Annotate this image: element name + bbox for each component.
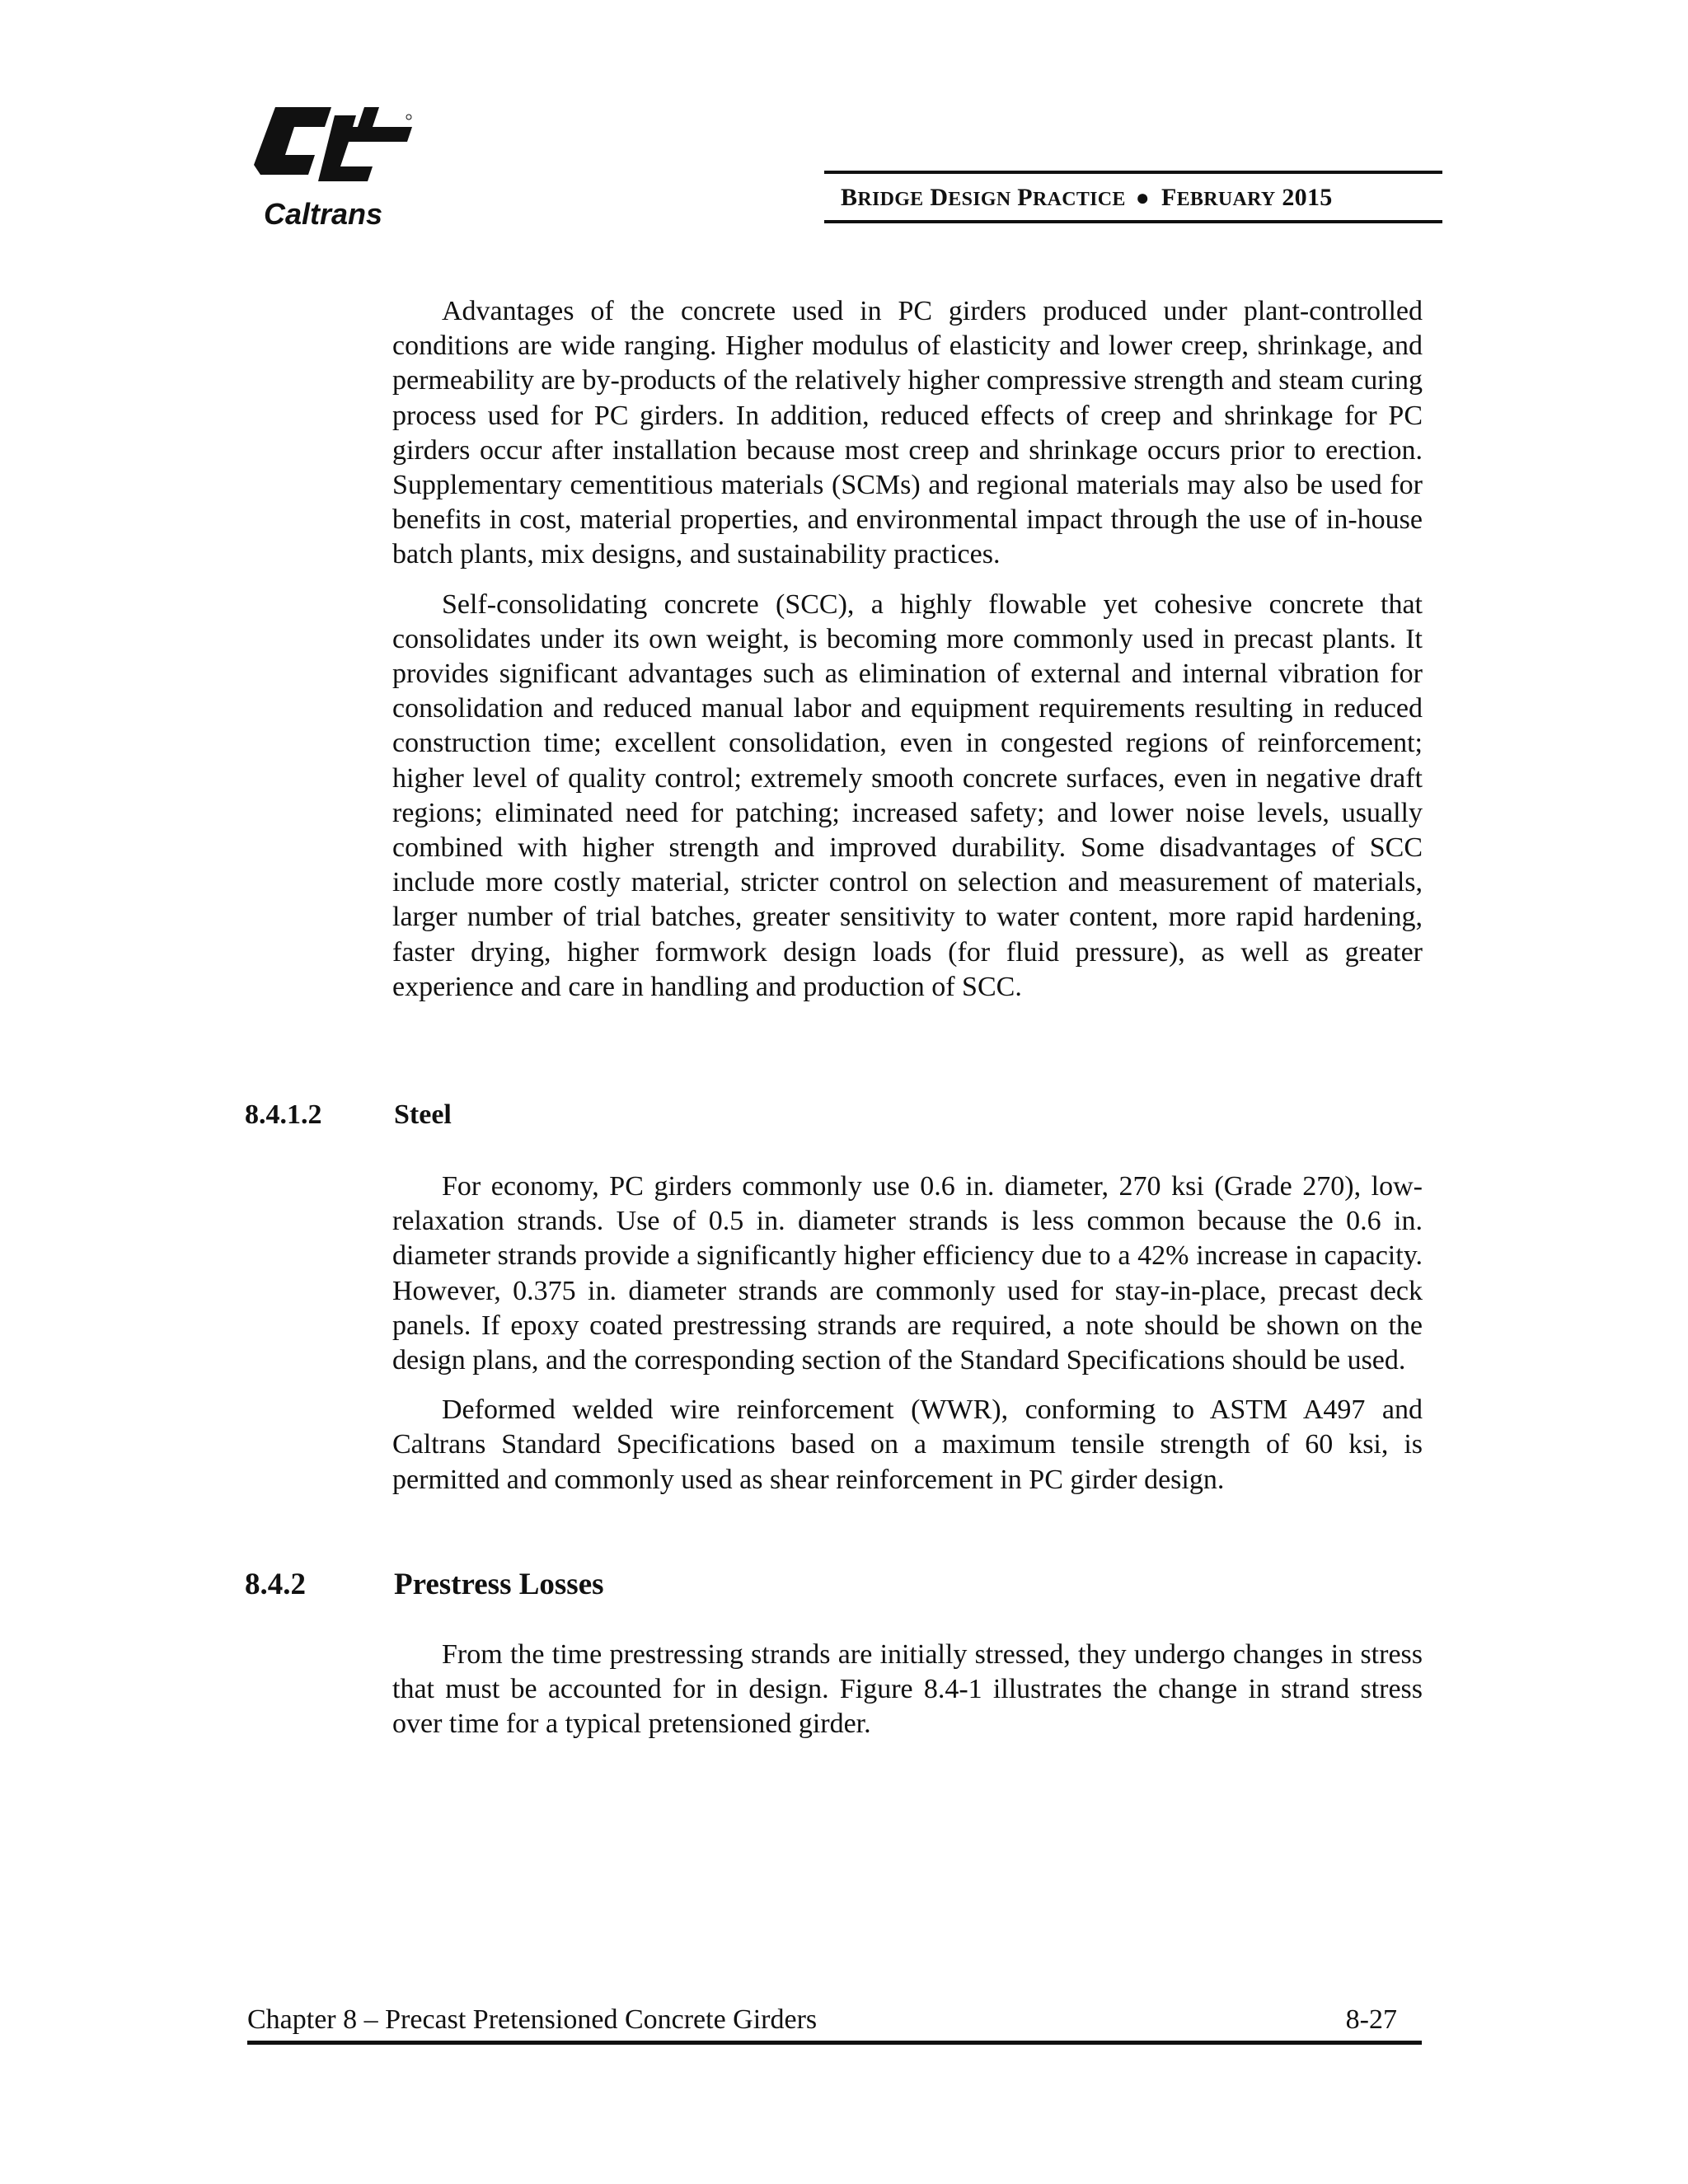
caltrans-wordmark: Caltrans [264,197,383,231]
section-title-steel: Steel [394,1099,452,1130]
header-word-february: FEBRUARY [1160,184,1276,211]
paragraph-pc-concrete-advantages: Advantages of the concrete used in PC girders produced under plant-controlled conditions are wide ranging. Higher modulus of elasticity and lower creep, shrinkage, and permeability are by-products of the relatively higher compressive strength and steam curing process used for PC girders. In addition, reduced effects of creep and shrinkage for PC girders occur after installation because most creep and shrinkage occurs prior to erection. Supplementary cementitious materials (SCMs) and regional materials may also be used for benefits in cost, material properties, and environmental impact through the use of in-house batch plants, mix designs, and sustainability practices. [392,296,1423,570]
caltrans-logo [249,107,414,232]
paragraph-wwr: Deformed welded wire reinforcement (WWR), conforming to ASTM A497 and Caltrans Standard Specifications based on a maximum tensile strength of 60 ksi, is permitted and commonly used as shear reinforcement in PC girder design. [392,1394,1423,1495]
bullet-icon: ● [1135,185,1150,211]
header-word-design: DESIGN [930,184,1011,211]
section-number-8-4-1-2: 8.4.1.2 [245,1099,322,1130]
page-footer [247,2004,1422,2045]
running-header [824,171,1442,223]
header-word-practice: PRACTICE [1017,184,1126,211]
paragraph-strands: For economy, PC girders commonly use 0.6 in. diameter, 270 ksi (Grade 270), low-relaxation strands. Use of 0.5 in. diameter strands is less common because the 0.6 in. diameter strands provide a significantly higher efficiency due to a 42% increase in capacity. However, 0.375 in. diameter strands are commonly used for stay-in-place, precast deck panels. If epoxy coated prestressing strands are required, a note should be shown on the design plans, and the corresponding section of the Standard Specifications should be used. [392,1171,1423,1376]
section-title-prestress-losses: Prestress Losses [394,1568,604,1601]
body-block-steel [392,1169,1423,1497]
paragraph-prestress-losses: From the time prestressing strands are initially stressed, they undergo changes in stress that must be accounted for in design. Figure 8.4-1 illustrates the change in strand stress over time for a typical pretensioned girder. [392,1639,1423,1740]
body-block-materials [392,294,1423,1005]
paragraph-scc: Self-consolidating concrete (SCC), a highly flowable yet cohesive concrete that consolidates under its own weight, is becoming more commonly used in precast plants. It provides significant advantages such as elimination of external and internal vibration for consolidation and reduced manual labor and equipment requirements resulting in reduced construction time; excellent consolidation, even in congested regions of reinforcement; higher level of quality control; extremely smooth concrete surfaces, even in negative draft regions; eliminated need for patching; increased safety; and lower noise levels, usually combined with higher strength and improved durability. Some disadvantages of SCC include more costly material, stricter control on selection and measurement of materials, larger number of trial batches, greater sensitivity to water content, more rapid hardening, faster drying, higher formwork design loads (for fluid pressure), as well as greater experience and care in handling and production of SCC. [392,588,1423,1002]
page-number: 8-27 [1345,2004,1397,2035]
footer-chapter-title: Chapter 8 – Precast Pretensioned Concrete Girders [247,2004,818,2035]
body-block-prestress-losses [392,1638,1423,1742]
header-word-bridge: BRIDGE [841,184,924,211]
section-number-8-4-2: 8.4.2 [245,1568,306,1601]
header-year: 2015 [1282,184,1333,211]
